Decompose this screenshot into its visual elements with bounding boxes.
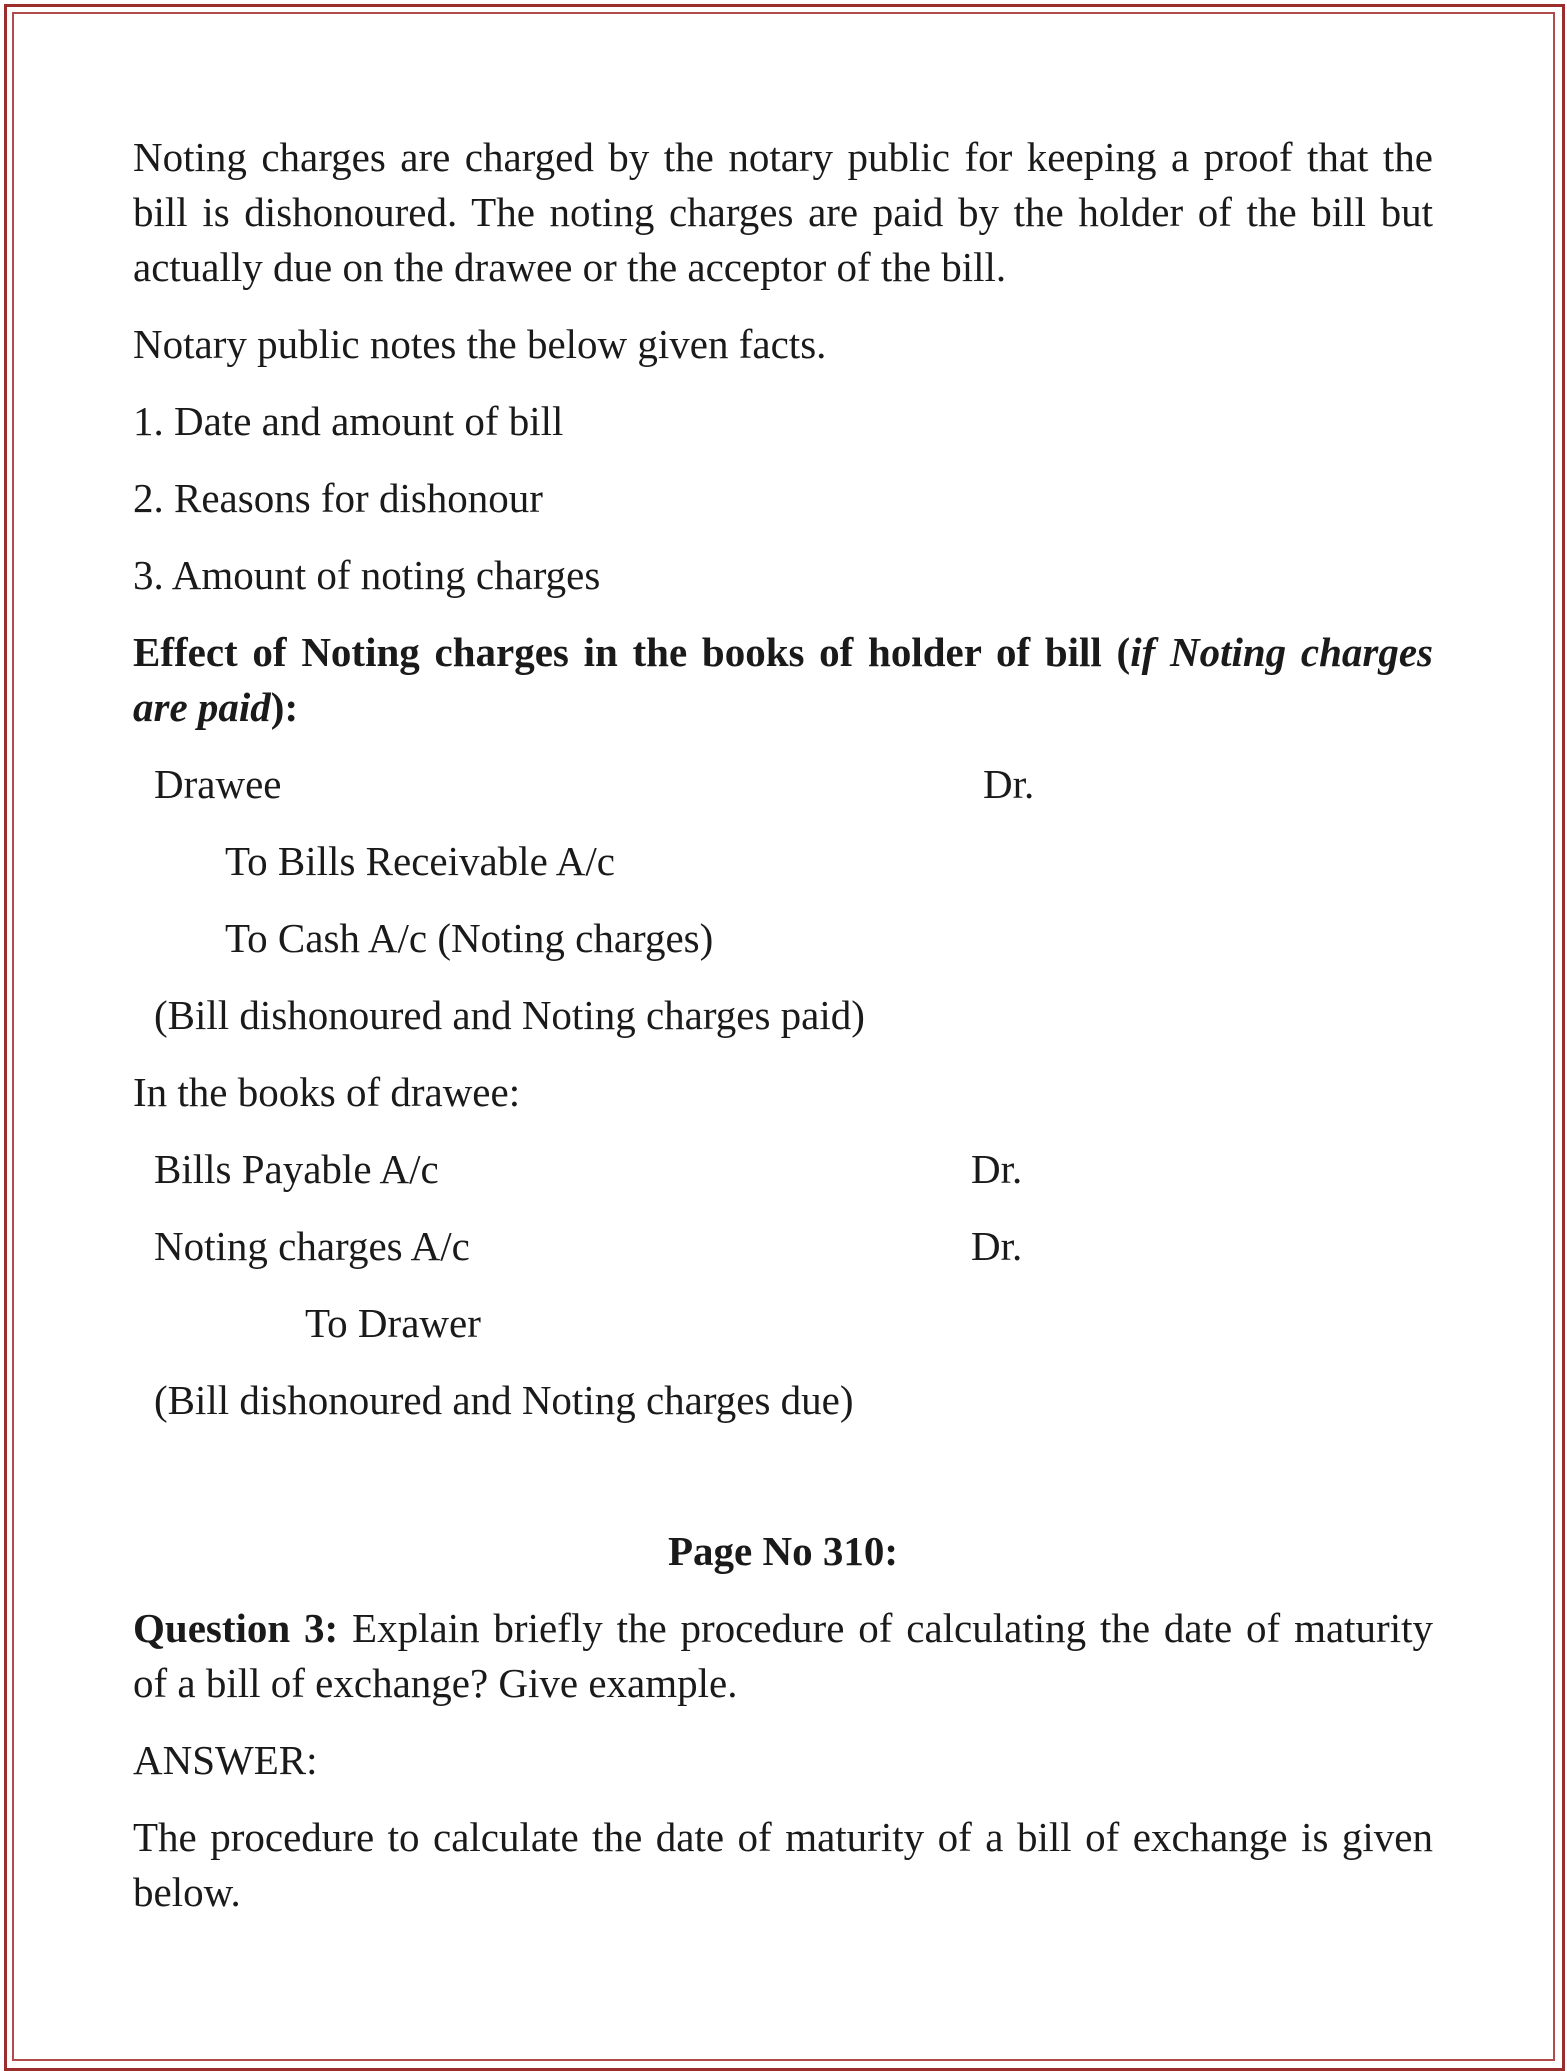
drawee-debit-marker: Dr. — [971, 1223, 1023, 1269]
question-label: Question 3: — [133, 1605, 339, 1651]
page-heading: Page No 310: — [667, 1528, 898, 1574]
effect-heading — [133, 625, 1433, 735]
notary-intro: Notary public notes the below given facts. — [133, 321, 827, 367]
drawee-debit-marker: Dr. — [971, 1146, 1023, 1192]
facts-list — [133, 394, 1433, 603]
drawee-journal-entry — [133, 1142, 1433, 1428]
question-text: Explain briefly the procedure of calculating the date of maturity of a bill of exchange? Give example. — [133, 1605, 1433, 1706]
holder-debit-account: Drawee — [154, 761, 282, 807]
answer-text: The procedure to calculate the date of maturity of a bill of exchange is given below. — [133, 1814, 1433, 1915]
fact-item: 1. Date and amount of bill — [133, 398, 564, 444]
drawee-debit-line — [133, 1142, 1433, 1197]
intro-paragraph: Noting charges are charged by the notary public for keeping a proof that the bill is dishonoured. The noting charges are paid by the holder of the bill but actually due on the drawee or the acceptor of the bill. — [133, 134, 1433, 290]
holder-credit-line: To Bills Receivable A/c — [225, 838, 615, 884]
fact-item: 2. Reasons for dishonour — [133, 475, 543, 521]
holder-credit-line: To Cash A/c (Noting charges) — [225, 915, 714, 961]
drawee-debit-account: Bills Payable A/c — [154, 1146, 439, 1192]
drawee-narration: (Bill dishonoured and Noting charges due) — [154, 1377, 854, 1423]
answer-label: ANSWER: — [133, 1737, 318, 1783]
holder-debit-marker: Dr. — [983, 761, 1035, 807]
effect-heading-text: Effect of Noting charges in the books of holder of bill ( — [133, 629, 1131, 675]
holder-journal-entry — [133, 757, 1433, 1043]
effect-heading-close: ): — [270, 684, 299, 730]
effect-heading-italic: if Noting charges are paid — [133, 629, 1433, 730]
holder-narration: (Bill dishonoured and Noting charges paid) — [154, 992, 865, 1038]
document-content — [133, 130, 1433, 1920]
drawee-debit-line — [133, 1219, 1433, 1274]
question-block — [133, 1601, 1433, 1711]
drawee-debit-account: Noting charges A/c — [154, 1223, 470, 1269]
fact-item: 3. Amount of noting charges — [133, 552, 601, 598]
drawee-credit-line: To Drawer — [305, 1300, 481, 1346]
drawee-heading: In the books of drawee: — [133, 1069, 521, 1115]
holder-debit-line — [133, 757, 1433, 812]
